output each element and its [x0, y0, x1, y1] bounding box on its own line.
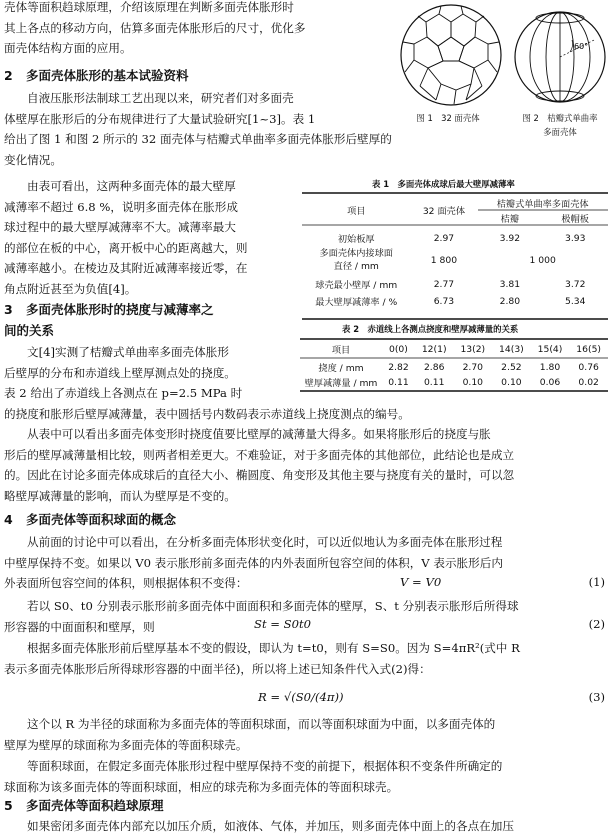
- equation-2: St = S0t0: [254, 617, 312, 631]
- figure-32-face-shell: [396, 2, 506, 112]
- text-line: 如果密闭多面壳体内部充以加压介质，如液体、气体，并加压，则多面壳体中面上的各点在加压: [27, 819, 514, 833]
- table-row: 最大壁厚减薄率 / % 6.73 2.80 5.34: [315, 295, 586, 308]
- table-1-caption: 表 1 多面壳体成球后最大壁厚减薄率: [372, 179, 515, 189]
- table-2-caption: 表 2 赤道线上各测点挠度和壁厚减薄量的关系: [342, 324, 519, 334]
- text-line: 体壁厚在胀形后的分布规律进行了大量试验研究[1~3]。表 1: [4, 111, 316, 126]
- text-line: 外表面所包容空间的体积，则根据体积不变得：: [4, 576, 248, 591]
- text-line: 角点附近甚至为负值[4]。: [4, 281, 137, 296]
- text-line: 的挠度和胀形后壁厚减薄量，表中圆括号内数码表示赤道线上挠度测点的编号。: [4, 406, 410, 421]
- text-line: 壳体等面积趋球原理，介绍该原理在判断多面壳体胀形时: [4, 0, 294, 14]
- text-line: 等面积球面，在假定多面壳体胀形过程中壁厚保持不变的前提下，根据体积不变条件所确定的: [27, 759, 503, 773]
- text-line: 表 2 给出了赤道线上各测点在 p=2.5 MPa 时: [4, 386, 243, 401]
- text-line: 文[4]实测了桔瓣式单曲率多面壳体胀形: [27, 345, 229, 359]
- table-row: 挠度 / mm 2.82 2.86 2.70 2.52 1.80 0.76: [318, 361, 599, 374]
- text-line: 的。因此在讨论多面壳体成球后的直径大小、椭圆度、角变形及其他主要与挠度有关的量时，可以忽: [4, 468, 515, 483]
- text-line: 由表可看出，这两种多面壳体的最大壁厚: [27, 179, 236, 193]
- text-line: 的部位在板的中心，离开板中心的距离越大，则: [4, 240, 248, 255]
- text-line: 从表中可以看出多面壳体变形时挠度值要比壁厚的减薄量大得多。如果将胀形后的挠度与胀: [27, 427, 491, 441]
- figure-1-caption: 图 1 32 面壳体: [416, 113, 480, 123]
- text-line: 球过程中的最大壁厚减薄率不大。减薄率最大: [4, 220, 236, 235]
- table-row: 壁厚减薄量 / mm 0.11 0.11 0.10 0.10 0.06 0.02: [304, 376, 599, 389]
- text-line: 形容器的中面面积和壁厚，则: [4, 619, 155, 634]
- equation-3: R = √(S0/(4π)): [258, 690, 344, 704]
- text-line: 减薄率越小。在棱边及其附近减薄率接近零，在: [4, 261, 248, 276]
- table-header: 项目: [347, 206, 366, 217]
- equation-1-number: (1): [588, 575, 605, 589]
- text-line: 给出了图 1 和图 2 所示的 32 面壳体与桔瓣式单曲率多面壳体胀形后壁厚的: [4, 132, 392, 147]
- text-line: 后壁厚的分布和赤道线上壁厚测点处的挠度。: [4, 365, 236, 380]
- figure-2-caption: 图 2 桔瓣式单曲率 多面壳体: [522, 113, 598, 137]
- equation-3-number: (3): [588, 690, 605, 704]
- text-line: 从前面的讨论中可以看出，在分析多面壳体形状变化时，可以近似地认为多面壳体在胀形过程: [27, 535, 503, 549]
- text-line: 其上各点的移动方向，估算多面壳体胀形后的尺寸，优化多: [4, 20, 306, 35]
- text-line: 表示多面壳体胀形后所得球形容器的中面半径)，所以将上述已知条件代入式(2)得：: [4, 661, 431, 676]
- table-row: 球壳最小壁厚 / mm 2.77 3.81 3.72: [315, 278, 586, 291]
- table-header: 桔瓣: [500, 214, 520, 225]
- table-row: 初始板厚 2.97 3.92 3.93: [337, 232, 586, 245]
- section-3-heading: 3 多面壳体胀形时的挠度与减薄率之 间的关系: [4, 302, 214, 338]
- section-5-heading: 5 多面壳体等面积趋球原理: [4, 798, 164, 813]
- text-line: 根据多面壳体胀形前后壁厚基本不变的假设，即认为 t=t0，则有 S=S0。因为 S=4πR²(式中 R: [27, 641, 520, 655]
- figure-orange-segment-shell: [512, 2, 610, 112]
- equation-2-number: (2): [588, 617, 605, 631]
- angle-label: 60°: [574, 42, 589, 51]
- text-line: 自液压胀形法制球工艺出现以来，研究者们对多面壳: [27, 91, 294, 105]
- text-line: 面壳体结构方面的应用。: [4, 41, 132, 56]
- table-1: [302, 195, 608, 309]
- table-header-row: 项目 0(0) 12(1) 13(2) 14(3) 15(4) 16(5): [331, 343, 602, 356]
- section-4-heading: 4 多面壳体等面积球面的概念: [4, 512, 177, 527]
- table-header: 极帽板: [561, 214, 589, 225]
- text-line: 中壁厚保持不变。如果以 V0 表示胀形前多面壳体的内外表面所包容空间的体积，V 表示胀形后内: [4, 555, 503, 570]
- equation-1: V = V0: [400, 575, 442, 589]
- table-header: 桔瓣式单曲率多面壳体: [496, 199, 589, 210]
- text-line: 壁厚为壁厚的球面称为多面壳体的等面积球壳。: [4, 737, 248, 752]
- text-line: 略壁厚减薄量的影响，而认为壁厚是不变的。: [4, 488, 236, 503]
- section-2-heading: 2 多面壳体胀形的基本试验资料: [4, 68, 189, 83]
- text-line: 减薄率不超过 6.8 %，说明多面壳体在胀形成: [4, 199, 238, 214]
- text-line: 这个以 R 为半径的球面称为多面壳体的等面积球面，而以等面积球面为中面，以多面壳体的: [27, 717, 496, 731]
- text-line: 球面称为该多面壳体的等面积球面，相应的球壳称为多面壳体的等面积球壳。: [4, 779, 399, 794]
- table-row: 多面壳体内接球面 直径 / mm 1 800 1 000: [319, 248, 556, 272]
- text-line: 若以 S0、t0 分别表示胀形前多面壳体中面面积和多面壳体的壁厚，S、t 分别表示胀形后所得球: [27, 599, 519, 613]
- table-header: 32 面壳体: [422, 206, 466, 217]
- text-line: 形后的壁厚减薄量相比较，则两者相差更大。不难验证，对于多面壳体的其他部位，此结论也是成立: [4, 447, 515, 462]
- table-2: [300, 342, 608, 389]
- text-line: 变化情况。: [4, 152, 62, 167]
